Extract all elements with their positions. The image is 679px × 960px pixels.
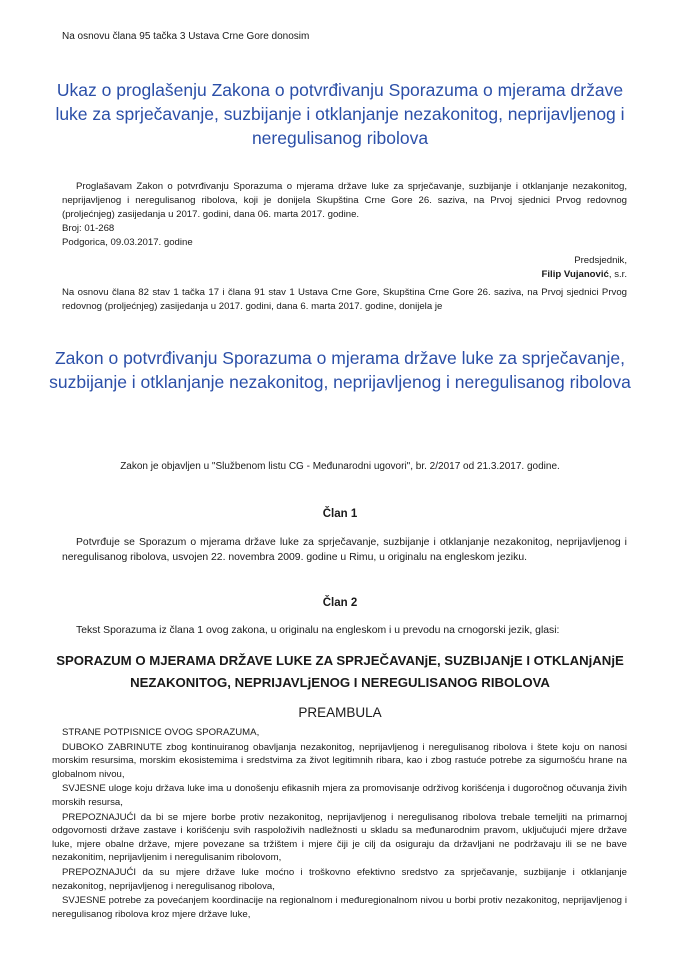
article-1-text: Potvrđuje se Sporazum o mjerama države luke za sprječavanje, suzbijanje i otklanjanje nezakonitog, neprijavljenog i neregulisanog ribolova, usvojen 22. novembra 2009. godine u Rimu, u originalu na engleskom jeziku. <box>62 537 627 563</box>
place-date: Podgorica, 09.03.2017. godine <box>62 237 193 248</box>
preamble-item: SVJESNE potrebe za povećanjem koordinacije na regionalnom i međuregionalnom nivou u borbi protiv nezakonitog, neprijavljenog i neregulisanog ribolova kroz mjere države luke, <box>52 895 627 920</box>
preamble-list <box>52 726 627 922</box>
document-number: Broj: 01-268 <box>62 223 115 234</box>
published-note: Zakon je objavljen u "Službenom listu CG - Međunarodni ugovori", br. 2/2017 od 21.3.2017. godine. <box>120 461 560 472</box>
article-1-heading: Član 1 <box>322 508 358 520</box>
preamble-item: PREPOZNAJUĆI da bi se mjere borbe protiv nezakonitog, neprijavljenog i neregulisanog ribolova trebale temeljiti na primarnoj odgovornosti države zastave i korišćenju svih raspoloživih nadležnosti u skladu sa međunarodnim pravom, uključujući mjere države luke, mjere obalne države, mjere povezane sa tržištem i mjere čiji je cilj da osiguraju da državljani ne podržavaju ili se ne bave nezakonitim, neprijavljenim i neregulisanim ribolovom, <box>52 811 627 864</box>
intro-line: Na osnovu člana 95 tačka 3 Ustava Crne Gore donosim <box>62 31 310 42</box>
preamble-item: STRANE POTPISNICE OVOG SPORAZUMA, <box>62 727 260 738</box>
article-2-heading: Član 2 <box>322 597 358 609</box>
proclamation-paragraph: Proglašavam Zakon o potvrđivanju Sporazuma o mjerama države luke za sprječavanje, suzbijanje i otklanjanje nezakonitog, neprijavljenog i neregulisanog ribolova, koji je donijela Skupština Crne Gore 26. saziva, na Prvoj sjednici Prvog redovnog (proljećnjeg) zasijedanja u 2017. godini, dana 06. marta 2017. godine. <box>62 181 627 220</box>
preamble-item: SVJESNE uloge koju država luke ima u donošenju efikasnih mjera za promovisanje održivog korišćenja i dugoročnog očuvanja živih morskih resursa, <box>52 783 627 808</box>
law-title: Zakon o potvrđivanju Sporazuma o mjerama države luke za sprječavanje, suzbijanje i otklanjanje nezakonitog, neprijavljenog i neregulisanog ribolova <box>49 348 631 392</box>
article-2-text: Tekst Sporazuma iz člana 1 ovog zakona, u originalu na engleskom i u prevodu na crnogorski jezik, glasi: <box>76 625 560 636</box>
signatory-suffix: , s.r. <box>608 269 627 280</box>
basis-paragraph: Na osnovu člana 82 stav 1 tačka 17 i člana 91 stav 1 Ustava Crne Gore, Skupština Crne Gore 26. saziva, na Prvoj sjednici Prvog redovnog (proljećnjeg) zasijedanja u 2017. godini, dana 6. marta 2017. godine, donijela je <box>62 287 627 312</box>
signatory-name: Filip Vujanović <box>541 269 609 280</box>
signatory <box>542 268 627 282</box>
signatory-title: Predsjednik, <box>574 255 627 266</box>
preamble-item: PREPOZNAJUĆI da su mjere države luke moćno i troškovno efektivno sredstvo za sprječavanje, suzbijanje i otklanjanje nezakonitog, neprijavljenog i neregulisanog ribolova, <box>52 866 627 892</box>
agreement-heading: SPORAZUM O MJERAMA DRŽAVE LUKE ZA SPRJEČAVANjE, SUZBIJANjE I OTKLANjANjE NEZAKONITOG, NEPRIJAVLjENOG I NEREGULISANOG RIBOLOVA <box>56 653 624 690</box>
ukaz-title: Ukaz o proglašenju Zakona o potvrđivanju Sporazuma o mjerama države luke za sprječavanje, suzbijanje i otklanjanje nezakonitog, neprijavljenog i neregulisanog ribolova <box>55 80 625 148</box>
preamble-item: DUBOKO ZABRINUTE zbog kontinuiranog obavljanja nezakonitog, neprijavljenog i neregulisanog ribolova i štete koju on nanosi morskim resursima, morskim ekosistemima i sredstvima za život legitimnih ribara, kao i zbog rastuće potrebe za sigurnošću hrane na globalnom nivou, <box>52 741 627 780</box>
preamble-heading: PREAMBULA <box>298 705 382 720</box>
